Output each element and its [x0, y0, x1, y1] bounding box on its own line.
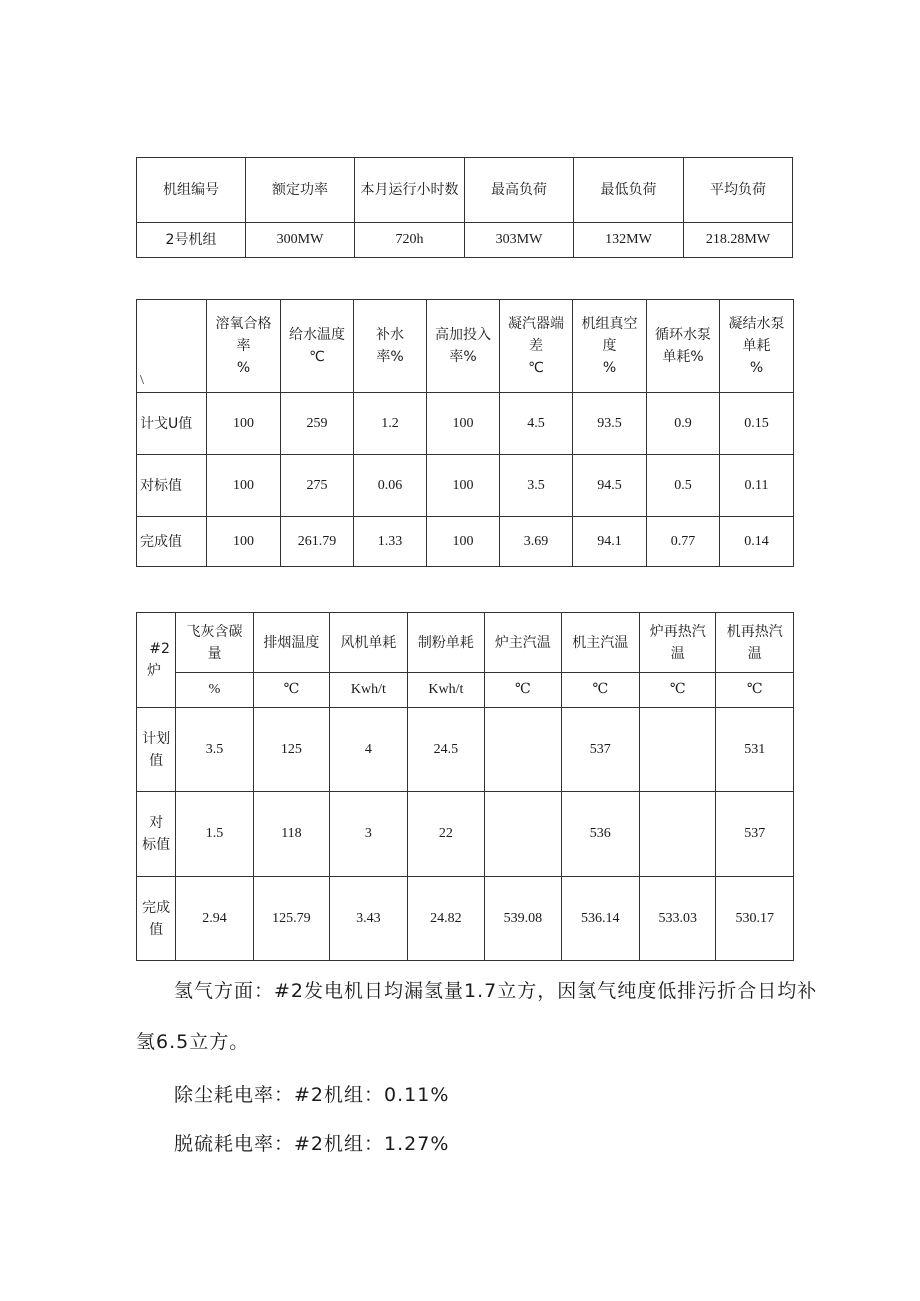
row-label: 完成 值	[137, 877, 176, 961]
table-cell: 0.11	[720, 455, 794, 517]
table-cell: 93.5	[573, 393, 647, 455]
header-cell: 机主汽温	[561, 613, 639, 673]
corner-cell: #2 炉	[137, 613, 176, 708]
header-cell: 溶氧合格 率 %	[207, 300, 281, 393]
table-cell: 0.14	[720, 517, 794, 567]
header-cell: 风机单耗	[330, 613, 407, 673]
table-row	[137, 455, 794, 517]
row-label: 计划 值	[137, 708, 176, 792]
table-cell: 531	[716, 708, 794, 792]
header-cell: 给水温度 ℃	[281, 300, 354, 393]
table-cell: 3.43	[330, 877, 407, 961]
header-cell: 机组真空 度 %	[573, 300, 647, 393]
unit-cell: Kwh/t	[407, 673, 484, 708]
header-cell: 循环水泵 单耗%	[647, 300, 720, 393]
table-cell: 0.9	[647, 393, 720, 455]
header-cell: 机组编号	[137, 158, 246, 223]
table-row	[137, 223, 793, 258]
table-cell: 125	[253, 708, 329, 792]
table-cell: 303MW	[465, 223, 574, 258]
table-header-row	[137, 613, 794, 673]
row-label: 对标值	[137, 455, 207, 517]
header-cell: 平均负荷	[684, 158, 793, 223]
table-cell	[640, 792, 716, 877]
table-cell: 22	[407, 792, 484, 877]
table-cell: 300MW	[246, 223, 355, 258]
unit-cell: %	[176, 673, 253, 708]
table-cell: 0.06	[354, 455, 427, 517]
table-cell: 537	[561, 708, 639, 792]
unit-summary-table	[136, 157, 793, 258]
table-cell: 0.77	[647, 517, 720, 567]
table-cell: 261.79	[281, 517, 354, 567]
table-cell: 125.79	[253, 877, 329, 961]
table-cell: 24.5	[407, 708, 484, 792]
row-label: 对 标值	[137, 792, 176, 877]
table-cell: 2.94	[176, 877, 253, 961]
boiler-indicators-table	[136, 612, 794, 961]
table-cell: 1.2	[354, 393, 427, 455]
dust-removal-power-rate: 除尘耗电率：#2机组：0.11%	[174, 1084, 450, 1106]
table-cell: 218.28MW	[684, 223, 793, 258]
table-cell: 275	[281, 455, 354, 517]
table-row	[137, 792, 794, 877]
table-cell: 24.82	[407, 877, 484, 961]
table-row	[137, 877, 794, 961]
table-cell: 3.5	[176, 708, 253, 792]
table-header-row	[137, 158, 793, 223]
table-cell: 4.5	[500, 393, 573, 455]
table-cell: 720h	[355, 223, 465, 258]
table-row	[137, 708, 794, 792]
header-cell: 凝结水泵 单耗 %	[720, 300, 794, 393]
table-cell: 100	[427, 393, 500, 455]
table-cell: 94.5	[573, 455, 647, 517]
header-cell: 排烟温度	[253, 613, 329, 673]
header-cell: 凝汽器端 差 ℃	[500, 300, 573, 393]
corner-cell: \	[137, 300, 207, 393]
table-cell: 1.33	[354, 517, 427, 567]
header-cell: 机再热汽 温	[716, 613, 794, 673]
table-row	[137, 517, 794, 567]
unit-cell: ℃	[253, 673, 329, 708]
table-cell: 100	[207, 455, 281, 517]
table-cell: 118	[253, 792, 329, 877]
table-cell: 530.17	[716, 877, 794, 961]
table-cell: 4	[330, 708, 407, 792]
table-cell: 536	[561, 792, 639, 877]
units-row	[137, 673, 794, 708]
table-cell: 0.15	[720, 393, 794, 455]
unit-cell: ℃	[561, 673, 639, 708]
desulfurization-power-rate: 脱硫耗电率：#2机组：1.27%	[174, 1133, 450, 1155]
table-cell: 1.5	[176, 792, 253, 877]
table-header-row	[137, 300, 794, 393]
table-cell: 3.5	[500, 455, 573, 517]
table-cell: 0.5	[647, 455, 720, 517]
table-cell: 259	[281, 393, 354, 455]
table-cell: 537	[716, 792, 794, 877]
table-cell: 100	[427, 455, 500, 517]
table-cell	[485, 708, 561, 792]
table-cell: 132MW	[574, 223, 684, 258]
header-cell: 制粉单耗	[407, 613, 484, 673]
unit-cell: ℃	[640, 673, 716, 708]
hydrogen-paragraph-line1: 氢气方面：#2发电机日均漏氢量1.7立方，因氢气纯度低排污折合日均补	[174, 980, 818, 1002]
table-cell: 3.69	[500, 517, 573, 567]
table-cell: 539.08	[485, 877, 561, 961]
unit-cell: ℃	[716, 673, 794, 708]
hydrogen-paragraph-line2: 氢6.5立方。	[136, 1031, 250, 1053]
header-cell: 炉再热汽 温	[640, 613, 716, 673]
table-cell: 533.03	[640, 877, 716, 961]
table-cell	[485, 792, 561, 877]
row-label: 计戈U值	[137, 393, 207, 455]
header-cell: 炉主汽温	[485, 613, 561, 673]
table-cell: 3	[330, 792, 407, 877]
table-cell	[640, 708, 716, 792]
table-row	[137, 393, 794, 455]
unit-cell: Kwh/t	[330, 673, 407, 708]
turbine-indicators-table	[136, 299, 794, 567]
unit-cell: ℃	[485, 673, 561, 708]
table-cell: 536.14	[561, 877, 639, 961]
header-cell: 最低负荷	[574, 158, 684, 223]
header-cell: 飞灰含碳 量	[176, 613, 253, 673]
header-cell: 最高负荷	[465, 158, 574, 223]
header-cell: 本月运行小时数	[355, 158, 465, 223]
table-cell: 100	[427, 517, 500, 567]
header-cell: 补水 率%	[354, 300, 427, 393]
table-cell: 94.1	[573, 517, 647, 567]
row-label: 完成值	[137, 517, 207, 567]
table-cell: 2号机组	[137, 223, 246, 258]
table-cell: 100	[207, 393, 281, 455]
header-cell: 额定功率	[246, 158, 355, 223]
table-cell: 100	[207, 517, 281, 567]
header-cell: 高加投入 率%	[427, 300, 500, 393]
